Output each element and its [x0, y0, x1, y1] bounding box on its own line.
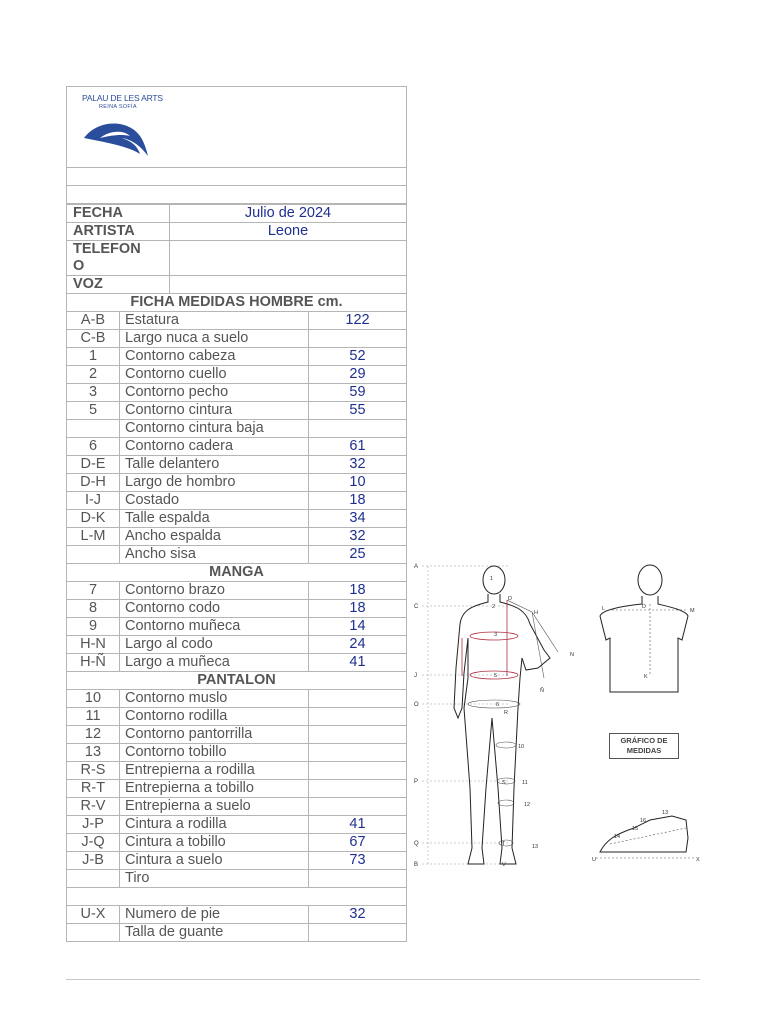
measure-value: 29 [309, 366, 407, 384]
measure-code: A-B [67, 312, 120, 330]
measure-code: D-K [67, 510, 120, 528]
measure-value: 18 [309, 492, 407, 510]
svg-text:N: N [570, 652, 574, 658]
section-header [67, 564, 406, 582]
measure-code: I-J [67, 492, 120, 510]
measure-value: 18 [309, 600, 407, 618]
svg-text:10: 10 [518, 744, 525, 750]
measurement-row [67, 780, 406, 798]
svg-text:5: 5 [494, 673, 498, 679]
measure-desc: Entrepierna a rodilla [120, 762, 309, 780]
measure-desc: Cintura a suelo [120, 852, 309, 870]
measure-desc: Largo a muñeca [120, 654, 309, 672]
measurement-row [67, 762, 406, 780]
svg-text:14: 14 [614, 834, 621, 840]
grafico-label [609, 733, 679, 759]
measurement-row [67, 870, 406, 888]
measure-desc: Contorno pantorrilla [120, 726, 309, 744]
info-row [67, 205, 406, 223]
measure-desc: Contorno cadera [120, 438, 309, 456]
measure-value: 61 [309, 438, 407, 456]
measure-code [67, 420, 120, 438]
measure-code: D-E [67, 456, 120, 474]
measure-value [309, 762, 407, 780]
measure-desc: Contorno tobillo [120, 744, 309, 762]
measure-desc: Costado [120, 492, 309, 510]
measure-desc: Tiro [120, 870, 309, 888]
measure-code: 6 [67, 438, 120, 456]
measurement-row [67, 708, 406, 726]
measurement-row [67, 654, 406, 672]
measure-code: C-B [67, 330, 120, 348]
grafico-line: GRÁFICO DE [620, 736, 668, 745]
measure-code: 1 [67, 348, 120, 366]
blank-row [67, 888, 406, 906]
measure-desc: Cintura a rodilla [120, 816, 309, 834]
grafico-line: MEDIDAS [626, 746, 662, 755]
measure-desc: Largo nuca a suelo [120, 330, 309, 348]
measure-desc: Contorno muslo [120, 690, 309, 708]
measure-desc: Largo al codo [120, 636, 309, 654]
measure-code: 8 [67, 600, 120, 618]
measure-desc: Estatura [120, 312, 309, 330]
measurement-row [67, 546, 406, 564]
measure-code: 7 [67, 582, 120, 600]
svg-text:D: D [642, 604, 646, 610]
logo-title: PALAU DE LES ARTS [82, 93, 163, 103]
section-title: PANTALON [67, 672, 406, 690]
measure-code: 3 [67, 384, 120, 402]
svg-text:Ñ: Ñ [540, 688, 544, 694]
info-value [170, 276, 407, 294]
svg-text:V: V [502, 862, 506, 868]
logo-mark-icon [82, 118, 152, 158]
measure-desc: Contorno rodilla [120, 708, 309, 726]
measure-desc: Contorno cuello [120, 366, 309, 384]
measure-desc: Contorno codo [120, 600, 309, 618]
svg-text:12: 12 [524, 802, 531, 808]
measure-code: L-M [67, 528, 120, 546]
svg-text:R: R [504, 710, 508, 716]
measure-desc: Contorno cintura [120, 402, 309, 420]
measure-code: 11 [67, 708, 120, 726]
measure-value [309, 420, 407, 438]
measurement-sheet [66, 86, 407, 942]
measurement-row [67, 528, 406, 546]
section-title: MANGA [67, 564, 406, 582]
svg-text:M: M [690, 608, 695, 614]
measure-value: 73 [309, 852, 407, 870]
section-title: FICHA MEDIDAS HOMBRE cm. [67, 294, 406, 312]
svg-text:H: H [534, 610, 538, 616]
letter-a: A [414, 564, 419, 570]
measurement-row [67, 348, 406, 366]
measure-code: J-Q [67, 834, 120, 852]
measure-code: H-N [67, 636, 120, 654]
measure-desc: Ancho sisa [120, 546, 309, 564]
measure-code [67, 870, 120, 888]
measure-code: D-H [67, 474, 120, 492]
measure-value [309, 726, 407, 744]
svg-text:S: S [502, 780, 506, 786]
measure-code: 5 [67, 402, 120, 420]
measure-desc: Contorno brazo [120, 582, 309, 600]
measure-desc: Cintura a tobillo [120, 834, 309, 852]
measure-value: 41 [309, 654, 407, 672]
measure-value [309, 708, 407, 726]
svg-text:15: 15 [632, 826, 639, 832]
svg-text:K: K [644, 674, 648, 680]
svg-text:1: 1 [490, 576, 494, 582]
measure-desc: Numero de pie [120, 906, 309, 924]
measure-value: 34 [309, 510, 407, 528]
measure-value [309, 780, 407, 798]
measurement-row [67, 366, 406, 384]
measure-code: R-S [67, 762, 120, 780]
blank-row [67, 168, 406, 186]
measure-code: J-B [67, 852, 120, 870]
measure-value: 55 [309, 402, 407, 420]
logo-subtitle: REINA SOFÍA [99, 104, 137, 110]
measurement-row [67, 924, 406, 942]
svg-text:D: D [508, 596, 512, 602]
measure-value: 122 [309, 312, 407, 330]
measurement-row [67, 312, 406, 330]
letter-o: O [414, 702, 419, 708]
measure-value [309, 798, 407, 816]
svg-text:16: 16 [640, 818, 647, 824]
measure-value: 59 [309, 384, 407, 402]
measurement-row [67, 636, 406, 654]
measurement-row [67, 726, 406, 744]
svg-text:3: 3 [494, 632, 498, 638]
measurement-row [67, 384, 406, 402]
measurement-row [67, 492, 406, 510]
info-row [67, 241, 406, 276]
measure-desc: Ancho espalda [120, 528, 309, 546]
measurement-row [67, 582, 406, 600]
measure-value: 52 [309, 348, 407, 366]
info-row [67, 276, 406, 294]
svg-text:11: 11 [522, 780, 528, 786]
measure-desc: Contorno muñeca [120, 618, 309, 636]
measurement-row [67, 798, 406, 816]
measurements-table [67, 293, 406, 941]
measure-code: 10 [67, 690, 120, 708]
measure-code: 9 [67, 618, 120, 636]
letter-q: Q [414, 841, 419, 847]
info-value [170, 241, 407, 276]
measurement-row [67, 438, 406, 456]
measurement-row [67, 330, 406, 348]
measure-code: U-X [67, 906, 120, 924]
measure-code [67, 924, 120, 942]
measurement-row [67, 456, 406, 474]
measurement-row [67, 834, 406, 852]
svg-text:U: U [592, 857, 596, 863]
measure-value: 18 [309, 582, 407, 600]
svg-text:13: 13 [662, 810, 669, 816]
measure-desc: Talle espalda [120, 510, 309, 528]
measure-value: 32 [309, 528, 407, 546]
info-value: Leone [170, 223, 407, 241]
measure-value: 10 [309, 474, 407, 492]
measure-value [309, 744, 407, 762]
measure-code: H-Ñ [67, 654, 120, 672]
measure-desc: Largo de hombro [120, 474, 309, 492]
measure-value [309, 690, 407, 708]
info-label: TELEFON O [67, 241, 170, 276]
measure-value: 14 [309, 618, 407, 636]
measurement-row [67, 852, 406, 870]
measure-value [309, 924, 407, 942]
measurement-row [67, 906, 406, 924]
measure-code: 13 [67, 744, 120, 762]
logo-cell [67, 87, 406, 168]
measure-desc: Contorno cintura baja [120, 420, 309, 438]
measurement-row [67, 420, 406, 438]
measure-value: 41 [309, 816, 407, 834]
measure-value: 25 [309, 546, 407, 564]
svg-text:6: 6 [496, 702, 500, 708]
info-row [67, 223, 406, 241]
section-header [67, 672, 406, 690]
measurement-row [67, 600, 406, 618]
measure-value: 67 [309, 834, 407, 852]
measure-code [67, 546, 120, 564]
measure-desc: Contorno pecho [120, 384, 309, 402]
letter-b: B [414, 862, 419, 868]
measure-code: 12 [67, 726, 120, 744]
measure-value [309, 330, 407, 348]
svg-text:L: L [602, 606, 606, 612]
measure-value: 24 [309, 636, 407, 654]
letter-j: J [414, 673, 417, 679]
measurement-row [67, 744, 406, 762]
measure-code: R-T [67, 780, 120, 798]
svg-text:2: 2 [492, 604, 496, 610]
measure-desc: Talle delantero [120, 456, 309, 474]
svg-text:13: 13 [532, 844, 539, 850]
svg-text:X: X [696, 857, 700, 863]
blank-row [67, 186, 406, 204]
info-label: ARTISTA [67, 223, 170, 241]
measure-value: 32 [309, 906, 407, 924]
measurement-row [67, 510, 406, 528]
body-measurement-figure [410, 558, 710, 876]
measure-desc: Contorno cabeza [120, 348, 309, 366]
measurement-row [67, 402, 406, 420]
measure-code: R-V [67, 798, 120, 816]
measurement-row [67, 618, 406, 636]
info-label: FECHA [67, 205, 170, 223]
svg-text:T: T [502, 841, 506, 847]
info-label: VOZ [67, 276, 170, 294]
letter-c: C [414, 604, 419, 610]
info-table [67, 204, 406, 293]
letter-p: P [414, 779, 419, 785]
measure-value [309, 870, 407, 888]
measure-desc: Talla de guante [120, 924, 309, 942]
measure-desc: Entrepierna a suelo [120, 798, 309, 816]
measure-code: J-P [67, 816, 120, 834]
section-header [67, 294, 406, 312]
measure-desc: Entrepierna a tobillo [120, 780, 309, 798]
measurement-row [67, 474, 406, 492]
info-value: Julio de 2024 [170, 205, 407, 223]
measure-value: 32 [309, 456, 407, 474]
footer-rule [66, 979, 700, 980]
measure-code: 2 [67, 366, 120, 384]
measurement-row [67, 690, 406, 708]
measurement-row [67, 816, 406, 834]
